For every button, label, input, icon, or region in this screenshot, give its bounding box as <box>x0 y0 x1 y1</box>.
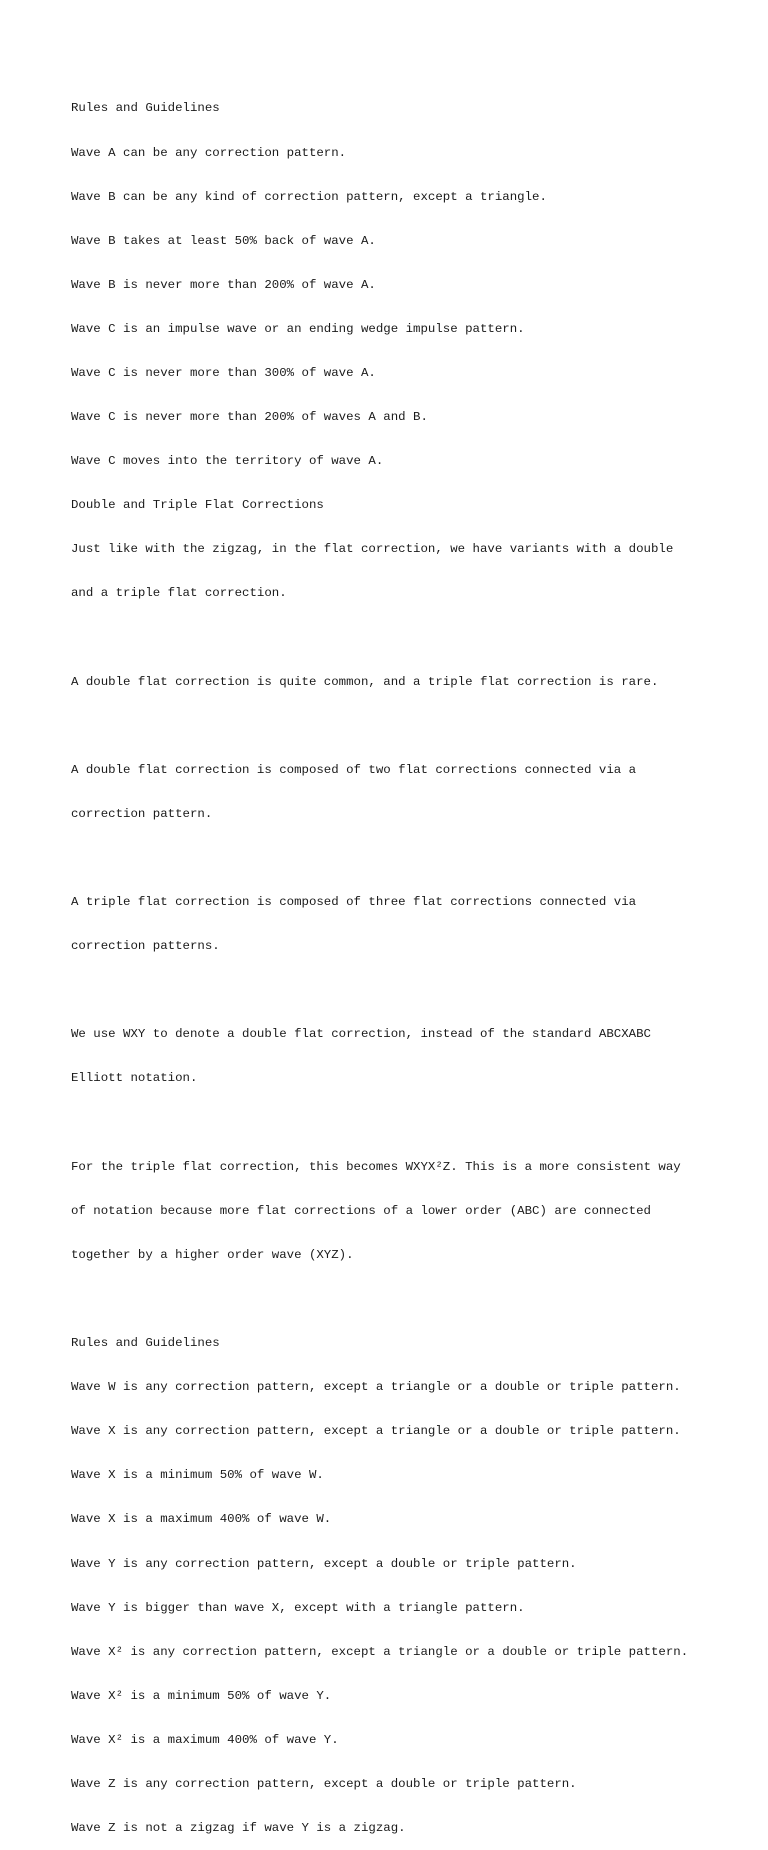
paragraph-line: For the triple flat correction, this becomes WXYX²Z. This is a more consistent way <box>71 1159 681 1174</box>
paragraph-line: and a triple flat correction. <box>71 586 287 601</box>
section-heading-double-triple: Double and Triple Flat Corrections <box>71 498 324 513</box>
blank-line <box>71 1116 751 1131</box>
rule-line: Wave X is any correction pattern, except a triangle or a double or triple pattern. <box>71 1424 681 1439</box>
rule-line: Wave C is an impulse wave or an ending wedge impulse pattern. <box>71 321 525 336</box>
paragraph-line: correction pattern. <box>71 806 213 821</box>
paragraph-line: correction patterns. <box>71 939 220 954</box>
rule-line: Wave B takes at least 50% back of wave A. <box>71 233 376 248</box>
document-page <box>71 72 751 1850</box>
section-heading-rules: Rules and Guidelines <box>71 101 220 116</box>
rule-line: Wave X is a minimum 50% of wave W. <box>71 1468 324 1483</box>
rule-line: Wave X is a maximum 400% of wave W. <box>71 1512 332 1527</box>
paragraph-line: together by a higher order wave (XYZ). <box>71 1247 354 1262</box>
rule-line: Wave Z is not a zigzag if wave Y is a zigzag. <box>71 1821 406 1836</box>
rule-line: Wave C moves into the territory of wave A. <box>71 454 384 469</box>
rule-line: Wave X² is any correction pattern, except a triangle or a double or triple pattern. <box>71 1644 689 1659</box>
section-heading-rules: Rules and Guidelines <box>71 1336 220 1351</box>
paragraph-line: We use WXY to denote a double flat correction, instead of the standard ABCXABC <box>71 1027 651 1042</box>
rule-line: Wave W is any correction pattern, except a triangle or a double or triple pattern. <box>71 1380 681 1395</box>
paragraph-line: A double flat correction is composed of two flat corrections connected via a <box>71 762 637 777</box>
paragraph-line: A double flat correction is quite common, and a triple flat correction is rare. <box>71 674 659 689</box>
paragraph-line: Elliott notation. <box>71 1071 198 1086</box>
rule-line: Wave A can be any correction pattern. <box>71 145 347 160</box>
blank-line <box>71 1292 751 1307</box>
blank-line <box>71 851 751 866</box>
rule-line: Wave C is never more than 300% of wave A. <box>71 365 376 380</box>
rule-line: Wave X² is a minimum 50% of wave Y. <box>71 1688 332 1703</box>
rule-line: Wave C is never more than 200% of waves A and B. <box>71 410 428 425</box>
paragraph-line: Just like with the zigzag, in the flat correction, we have variants with a double <box>71 542 674 557</box>
rule-line: Wave Y is any correction pattern, except a double or triple pattern. <box>71 1556 577 1571</box>
blank-line <box>71 719 751 734</box>
rule-line: Wave B can be any kind of correction pattern, except a triangle. <box>71 189 547 204</box>
rule-line: Wave Z is any correction pattern, except a double or triple pattern. <box>71 1776 577 1791</box>
blank-line <box>71 631 751 646</box>
blank-line <box>71 983 751 998</box>
rule-line: Wave B is never more than 200% of wave A. <box>71 277 376 292</box>
paragraph-line: A triple flat correction is composed of three flat corrections connected via <box>71 895 637 910</box>
rule-line: Wave X² is a maximum 400% of wave Y. <box>71 1732 339 1747</box>
rule-line: Wave Y is bigger than wave X, except with a triangle pattern. <box>71 1600 525 1615</box>
paragraph-line: of notation because more flat corrections of a lower order (ABC) are connected <box>71 1203 651 1218</box>
